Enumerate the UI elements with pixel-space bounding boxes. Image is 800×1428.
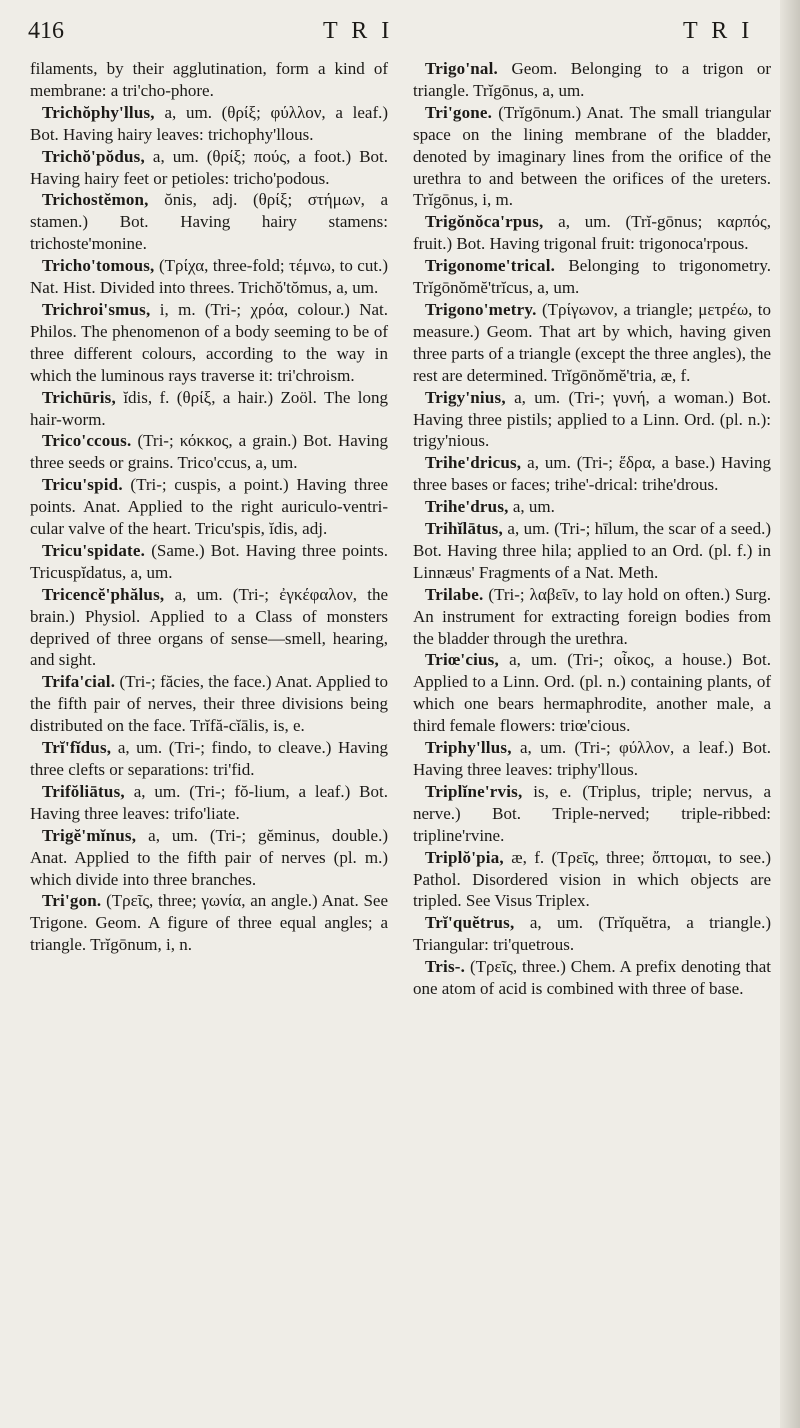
running-head-left: T R I bbox=[323, 18, 394, 44]
dictionary-entry bbox=[30, 102, 388, 146]
entry-definition: a, um. bbox=[512, 497, 555, 517]
dictionary-entry bbox=[30, 474, 388, 540]
entry-headword: Trilabe. bbox=[425, 584, 484, 604]
dictionary-entry bbox=[413, 387, 771, 453]
dictionary-entry bbox=[413, 58, 771, 102]
dictionary-entry bbox=[413, 496, 771, 518]
entry-headword: Tri'gon. bbox=[42, 891, 102, 911]
entry-headword: Trigŏnŏca'rpus, bbox=[425, 212, 544, 232]
entry-headword: Trigo'nal. bbox=[425, 59, 498, 78]
entry-headword: Trihe'dricus, bbox=[425, 453, 522, 473]
entry-definition: a, um. (Tri-; fŏ-lium, a leaf.) Bot. Having three leaves: trifo'liate. bbox=[30, 781, 388, 823]
dictionary-entry bbox=[413, 649, 771, 737]
entry-headword: Trifŏliātus, bbox=[42, 781, 125, 801]
entry-headword: Trichostĕmon, bbox=[42, 190, 149, 210]
dictionary-entry bbox=[30, 584, 388, 672]
dictionary-entry bbox=[413, 211, 771, 255]
entry-headword: Tricu'spidate. bbox=[42, 540, 146, 560]
dictionary-entry bbox=[413, 255, 771, 299]
entry-headword: Trichŏphy'llus, bbox=[42, 102, 155, 122]
dictionary-entry bbox=[30, 299, 388, 387]
dictionary-entry bbox=[30, 781, 388, 825]
dictionary-entry bbox=[413, 912, 771, 956]
entry-headword: Trĭ'fĭdus, bbox=[42, 738, 112, 758]
entry-headword: Trigy'nius, bbox=[425, 387, 506, 407]
dictionary-entry bbox=[30, 146, 388, 190]
entry-headword: Tricho'tomous, bbox=[42, 256, 155, 276]
page-edge bbox=[780, 0, 800, 1428]
entry-headword: Trichūris, bbox=[42, 387, 116, 407]
entry-definition: a, um. (Tri-; γυνή, a woman.) Bot. Having three pistils; applied to a Linn. Ord. (pl. n.): trigy'nious. bbox=[413, 387, 771, 451]
entry-headword: Tricu'spid. bbox=[42, 475, 123, 495]
entry-definition: (Same.) Bot. Having three points. Tricuspĭdatus, a, um. bbox=[30, 540, 388, 582]
entry-headword: Tri'gone. bbox=[425, 102, 493, 122]
entry-headword: Trigĕ'mĭnus, bbox=[42, 825, 137, 845]
entry-definition: (Τρεῖς, three.) Chem. A prefix denoting that one atom of acid is combined with three of base. bbox=[413, 957, 771, 999]
entry-definition: (Tri-; cuspis, a point.) Having three points. Anat. Applied to the right auriculo-ventri-cular valve of the heart. Tricu'spis, ĭdis, adj. bbox=[30, 475, 389, 539]
dictionary-entry bbox=[30, 890, 388, 956]
dictionary-entry bbox=[413, 956, 771, 1000]
entry-definition: filaments, by their agglutination, form a kind of membrane: a tri'cho-phore. bbox=[30, 59, 388, 100]
entry-definition: a, um. (Tri-; ἐγκέφαλον, the brain.) Physiol. Applied to a Class of monsters deprived of three organs of sense—smell, hearing, and sight. bbox=[30, 584, 389, 670]
entry-definition: a, um. (θρίξ; πούς, a foot.) Bot. Having hairy feet or petioles: tricho'podous. bbox=[30, 146, 389, 188]
entry-definition: a, um. (Tri-; gĕminus, double.) Anat. Applied to the fifth pair of nerves (pl. m.) which divide into three branches. bbox=[30, 825, 389, 889]
page-number: 416 bbox=[28, 18, 64, 44]
entry-definition: ĭdis, f. (θρίξ, a hair.) Zoöl. The long hair-worm. bbox=[30, 387, 388, 429]
dictionary-entry bbox=[413, 299, 771, 387]
dictionary-entry bbox=[30, 737, 388, 781]
dictionary-entry bbox=[413, 737, 771, 781]
dictionary-entry bbox=[413, 102, 771, 212]
entry-headword: Trico'ccous. bbox=[42, 431, 132, 451]
dictionary-entry bbox=[30, 255, 388, 299]
entry-definition: a, um. (Tri-; findo, to cleave.) Having three clefts or separations: tri'fid. bbox=[30, 738, 388, 779]
entry-definition: (Tri-; făcies, the face.) Anat. Applied to the fifth pair of nerves, their three divisions being distributed on the face. Trĭfă-cĭālis, is, e. bbox=[30, 672, 389, 736]
entry-definition: a, um. (Tri-; οἶκος, a house.) Bot. Applied to a Linn. Ord. (pl. n.) containing plants, of which one bears hermaphrodite, another male, a third female flowers: triœ'cious. bbox=[413, 650, 771, 736]
dictionary-entry bbox=[30, 430, 388, 474]
entry-definition: (Τρεῖς, three; γωνία, an angle.) Anat. See Trigone. Geom. A figure of three equal angles; a triangle. Trĭgōnum, i, n. bbox=[30, 891, 388, 955]
dictionary-entry bbox=[30, 189, 388, 255]
dictionary-entry bbox=[413, 452, 771, 496]
dictionary-entry bbox=[30, 58, 388, 102]
entry-definition: (Tri-; λαβεῖν, to lay hold on often.) Surg. An instrument for extracting foreign bodies from the bladder through the urethra. bbox=[413, 584, 772, 648]
entry-definition: (Τρίχα, three-fold; τέμνω, to cut.) Nat. Hist. Divided into threes. Trichŏ'tŏmus, a, um. bbox=[30, 256, 388, 298]
entry-headword: Triphy'llus, bbox=[425, 738, 512, 758]
entry-headword: Triplŏ'pia, bbox=[425, 847, 504, 867]
entry-headword: Trihe'drus, bbox=[425, 497, 509, 517]
entry-headword: Trichroi'smus, bbox=[42, 299, 151, 319]
entry-headword: Trihĭlātus, bbox=[425, 519, 503, 539]
entry-definition: (Trĭgōnum.) Anat. The small triangular space on the lining membrane of the bladder, denoted by imaginary lines from the orifice of the urethra to and between the orifices of the ureters. Trĭgōnus, i, m. bbox=[413, 102, 772, 210]
entry-definition: (Tri-; κόκκος, a grain.) Bot. Having three seeds or grains. Trico'ccus, a, um. bbox=[30, 431, 388, 473]
entry-definition: ŏnis, adj. (θρίξ; στήμων, a stamen.) Bot. Having hairy stamens: trichoste'monine. bbox=[30, 190, 389, 254]
entry-headword: Trigono'metry. bbox=[425, 299, 537, 319]
entry-headword: Tris-. bbox=[425, 957, 466, 977]
entry-definition: Belonging to trigonometry. Trĭgōnŏmĕ'trĭcus, a, um. bbox=[413, 256, 771, 298]
entry-definition: æ, f. (Τρεῖς, three; ὄπτομαι, to see.) Pathol. Disordered vision in which objects are tripled. See Visus Triplex. bbox=[413, 847, 771, 911]
right-column bbox=[413, 58, 771, 1000]
dictionary-entry bbox=[30, 825, 388, 891]
entry-headword: Tricencĕ'phălus, bbox=[42, 584, 165, 604]
entry-definition: i, m. (Tri-; χρόα, colour.) Nat. Philos. The phenomenon of a body seeming to be of three different colours, according to the way in which the luminous rays traverse it: tri'chroism. bbox=[30, 299, 389, 385]
entry-definition: a, um. (Trĭquĕtra, a triangle.) Triangular: tri'quetrous. bbox=[413, 913, 771, 955]
entry-definition: a, um. (θρίξ; φύλλον, a leaf.) Bot. Having hairy leaves: trichophy'llous. bbox=[30, 102, 389, 144]
dictionary-entry bbox=[30, 540, 388, 584]
entry-definition: a, um. (Trĭ-gōnus; καρπός, fruit.) Bot. Having trigonal fruit: trigonoca'rpous. bbox=[413, 212, 771, 254]
entry-headword: Trichŏ'pŏdus, bbox=[42, 146, 145, 166]
dictionary-entry bbox=[413, 518, 771, 584]
dictionary-entry bbox=[413, 781, 771, 847]
entry-headword: Triplĭne'rvis, bbox=[425, 781, 523, 801]
running-head-right: T R I bbox=[683, 18, 754, 44]
entry-headword: Trigonome'trical. bbox=[425, 256, 556, 276]
entry-headword: Triœ'cius, bbox=[425, 650, 499, 670]
dictionary-entry bbox=[30, 387, 388, 431]
entry-definition: a, um. (Tri-; φύλλον, a leaf.) Bot. Having three leaves: triphy'llous. bbox=[413, 738, 771, 779]
entry-definition: (Τρίγωνον, a triangle; μετρέω, to measure.) Geom. That art by which, having given three parts of a triangle (except the three angles), the rest are determined. Trĭgōnŏmĕ'tria, æ, f. bbox=[413, 299, 771, 385]
entry-definition: a, um. (Tri-; ἕδρα, a base.) Having three bases or faces; trihe'-drical: trihe'drous. bbox=[413, 453, 772, 495]
entry-definition: Geom. Belonging to a trigon or triangle. Trĭgōnus, a, um. bbox=[413, 59, 772, 100]
dictionary-entry bbox=[413, 847, 771, 913]
entry-definition: is, e. (Triplus, triple; nervus, a nerve.) Bot. Triple-nerved; triple-ribbed: tripline'rvine. bbox=[413, 781, 771, 845]
entry-headword: Trĭ'quĕtrus, bbox=[425, 913, 515, 933]
left-column bbox=[30, 58, 388, 956]
dictionary-entry bbox=[30, 671, 388, 737]
entry-definition: a, um. (Tri-; hīlum, the scar of a seed.) Bot. Having three hila; applied to an Ord. (pl. f.) in Linnæus' Fragments of a Nat. Meth. bbox=[413, 519, 771, 582]
dictionary-entry bbox=[413, 584, 771, 650]
entry-headword: Trifa'cial. bbox=[42, 672, 116, 692]
page-header bbox=[28, 18, 772, 48]
